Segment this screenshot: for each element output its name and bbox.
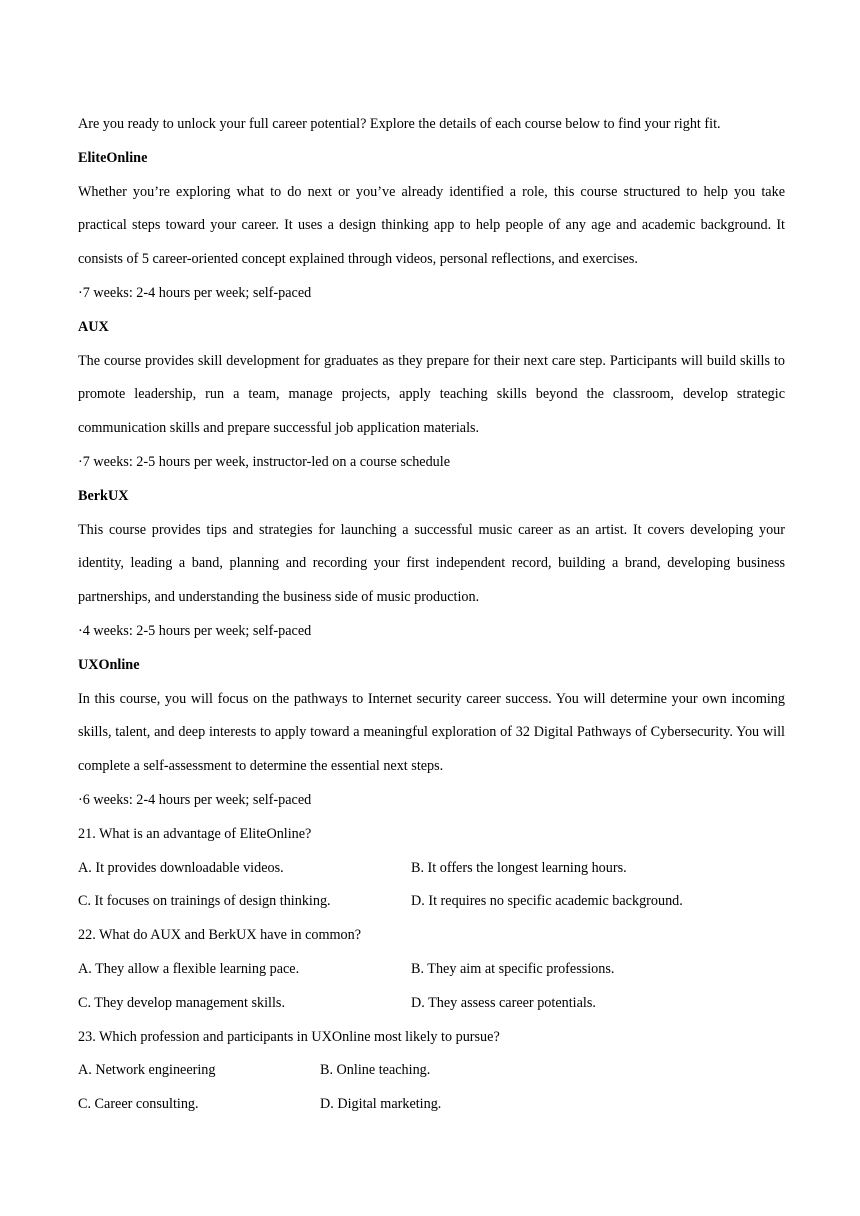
question-23: 23. Which profession and participants in UXOnline most likely to pursue? [78,1028,500,1045]
question-21-option-c: C. It focuses on trainings of design thinking. [78,893,331,910]
question-21-options-row-1 [78,852,785,886]
course-title-aux: AUX [78,318,109,335]
course-title-berkux: BerkUX [78,487,129,504]
question-23-option-a: A. Network engineering [78,1062,216,1079]
question-22: 22. What do AUX and BerkUX have in common? [78,927,362,944]
reading-passage [78,108,785,1122]
question-22-option-c: C. They develop management skills. [78,994,285,1011]
question-22-options-row-2 [78,987,785,1021]
question-21-option-a: A. It provides downloadable videos. [78,859,284,876]
course-schedule-uxonline: ·6 weeks: 2-4 hours per week; self-paced [78,791,312,808]
question-21-option-b: B. It offers the longest learning hours. [411,859,627,876]
question-22-option-a: A. They allow a flexible learning pace. [78,960,300,977]
question-23-option-d: D. Digital marketing. [320,1096,442,1113]
course-description-berkux: This course provides tips and strategies for launching a successful music career as an artist. It covers developing your identity, leading a band, planning and recording your first independent record, building a brand, developing business partnerships, and understanding the business side of music production. [78,521,785,606]
question-22-option-b: B. They aim at specific professions. [411,960,615,977]
course-schedule-eliteonline: ·7 weeks: 2-4 hours per week; self-paced [78,284,312,301]
question-22-option-d: D. They assess career potentials. [411,994,596,1011]
course-description-eliteonline: Whether you’re exploring what to do next or you’ve already identified a role, this course structured to help you take practical steps toward your career. It uses a design thinking app to help people of any age and academic background. It consists of 5 career-oriented concept explained through videos, personal reflections, and exercises. [78,183,785,268]
question-22-options-row-1 [78,953,785,987]
question-21: 21. What is an advantage of EliteOnline? [78,825,312,842]
course-description-aux: The course provides skill development for graduates as they prepare for their next care step. Participants will build skills to promote leadership, run a team, manage projects, apply teaching skills beyond the classroom, develop strategic communication skills and prepare successful job application materials. [78,352,785,437]
question-21-options-row-2 [78,885,785,919]
question-23-option-b: B. Online teaching. [320,1062,431,1079]
question-23-options-row-1 [78,1054,785,1088]
question-23-options-row-2 [78,1088,785,1122]
course-description-uxonline: In this course, you will focus on the pathways to Internet security career success. You will determine your own incoming skills, talent, and deep interests to apply toward a meaningful exploration of 32 Digital Pathways of Cybersecurity. You will complete a self-assessment to determine the essential next steps. [78,690,785,775]
question-21-option-d: D. It requires no specific academic background. [411,893,683,910]
course-schedule-berkux: ·4 weeks: 2-5 hours per week; self-paced [78,622,312,639]
course-title-uxonline: UXOnline [78,656,140,673]
question-23-option-c: C. Career consulting. [78,1096,199,1113]
course-schedule-aux: ·7 weeks: 2-5 hours per week, instructor-led on a course schedule [78,453,451,470]
intro-text: Are you ready to unlock your full career potential? Explore the details of each course below to find your right fit. [78,116,721,132]
course-title-eliteonline: EliteOnline [78,149,148,166]
